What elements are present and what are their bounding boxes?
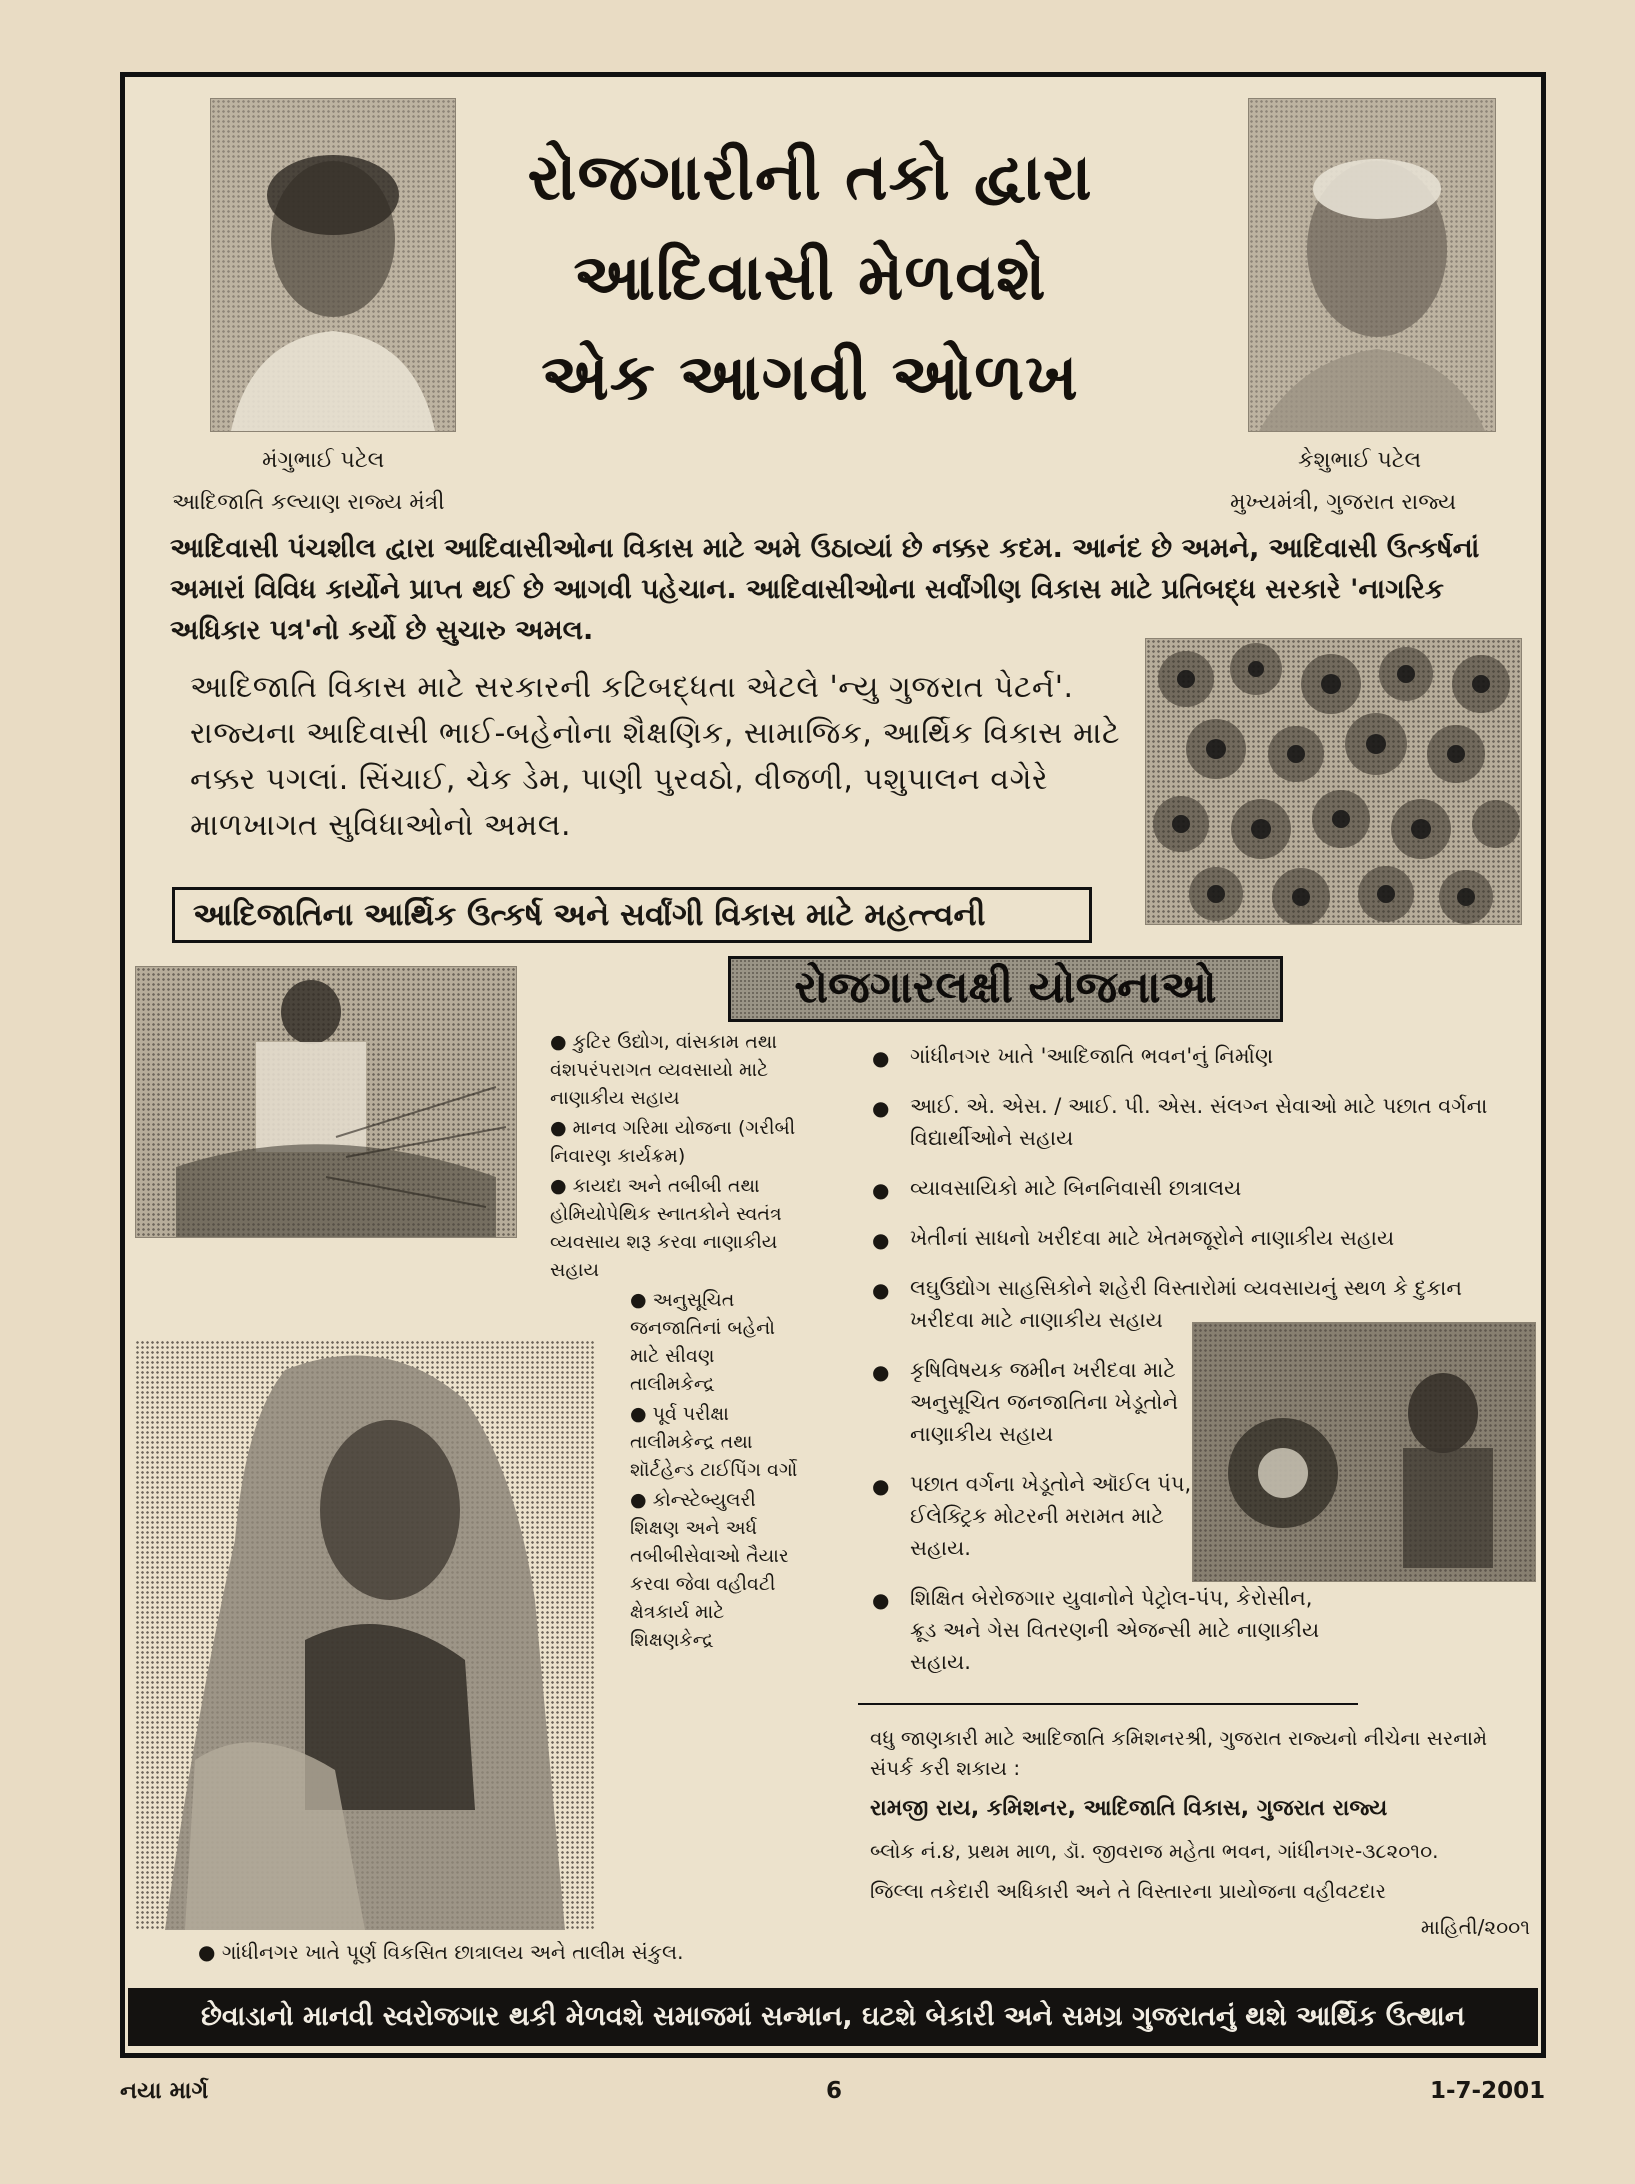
list-item [550, 1028, 805, 1112]
list-item [550, 1114, 805, 1170]
bullet-icon: ● [872, 1474, 890, 1498]
contact-divider [858, 1703, 1358, 1705]
list-item [870, 1582, 1340, 1678]
woman-portrait-photo [135, 1340, 595, 1930]
section-heading: આદિજાતિના આર્થિક ઉત્કર્ષ અને સર્વાંગી વિકાસ માટે મહત્ત્વની [172, 887, 1092, 943]
bullet-icon: ● [872, 1278, 890, 1302]
page-number: 6 [826, 2078, 843, 2104]
bullet-icon: ● [872, 1588, 890, 1612]
bullet-icon: ● [198, 1940, 216, 1964]
contact-name: રામજી રાય, કમિશનર, આદિજાતિ વિકાસ, ગુજરાત રાજ્ય [870, 1796, 1388, 1821]
bullet-icon: ● [872, 1096, 890, 1120]
list-item [870, 1172, 1490, 1204]
scheme-text: કાયદા અને તબીબી તથા હોમિયોપેથિક સ્નાતકોને સ્વતંત્ર વ્યવસાય શરૂ કરવા નાણાકીય સહાય [550, 1175, 782, 1281]
list-item [630, 1400, 805, 1484]
scheme-text: પછાત વર્ગના ખેડૂતોને ઑઈલ પંપ, ઈલેક્ટ્રિક મોટરની મરામત માટે સહાય. [910, 1472, 1192, 1560]
footer-slogan: છેવાડાનો માનવી સ્વરોજગાર થકી મેળવશે સમાજમાં સન્માન, ઘટશે બેકારી અને સમગ્ર ગુજરાતનું થશે આર્થિક ઉત્થાન [128, 1988, 1538, 2046]
left-person-name: મંગુભાઈ પટેલ [262, 448, 385, 473]
photo-caption-text: ગાંધીનગર ખાતે પૂર્ણ વિકસિત છાત્રાલય અને તાલીમ સંકુલ. [221, 1940, 684, 1964]
headline-line-1: રોજગારીની તકો દ્વારા [527, 140, 1093, 215]
list-item [870, 1222, 1490, 1254]
contact-address: બ્લોક નં.૪, પ્રથમ માળ, ડૉ. જીવરાજ મહેતા ભવન, ગાંધીનગર-૩૮૨૦૧૦. [870, 1839, 1439, 1863]
bullet-icon: ● [630, 1403, 647, 1425]
list-item [870, 1468, 1200, 1564]
right-person-title: મુખ્યમંત્રી, ગુજરાત રાજ્ય [1230, 490, 1457, 515]
schemes-banner: રોજગારલક્ષી યોજનાઓ [728, 956, 1283, 1022]
contact-block [870, 1723, 1530, 1945]
scheme-text: પૂર્વ પરીક્ષા તાલીમકેન્દ્ર તથા શૉર્ટહેન્ડ ટાઈપિંગ વર્ગો [630, 1403, 798, 1481]
contact-district: જિલ્લા તકેદારી અધિકારી અને તે વિસ્તારના પ્રાયોજના વહીવટદાર [870, 1879, 1386, 1903]
scheme-text: શિક્ષિત બેરોજગાર યુવાનોને પેટ્રોલ-પંપ, કેરોસીન, ક્રૂડ અને ગેસ વિતરણની એજન્સી માટે નાણાકીય સહાય. [910, 1586, 1320, 1674]
bullet-icon: ● [550, 1117, 567, 1139]
list-item [870, 1090, 1490, 1154]
intro-paragraph: આદિજાતિ વિકાસ માટે સરકારની કટિબદ્ધતા એટલે 'ન્યુ ગુજરાત પેટર્ન'. રાજ્યના આદિવાસી ભાઈ-બહેનોના શૈક્ષણિક, સામાજિક, આર્થિક વિકાસ માટે નક્કર પગલાં. સિંચાઈ, ચેક ડેમ, પાણી પુરવઠો, વીજળી, પશુપાલન વગેરે માળખાગત સુવિધાઓનો અમલ. [190, 670, 1120, 843]
clay-pots-photo [1145, 638, 1522, 925]
bullet-icon: ● [872, 1178, 890, 1202]
scheme-text: કૃષિવિષયક જમીન ખરીદવા માટે અનુસૂચિત જનજાતિના ખેડૂતોને નાણાકીય સહાય [910, 1358, 1179, 1446]
issue-date: 1-7-2001 [1430, 2078, 1546, 2104]
scheme-text: ખેતીનાં સાધનો ખરીદવા માટે ખેતમજૂરોને નાણાકીય સહાય [910, 1226, 1395, 1250]
contact-credit: માહિતી/૨૦૦૧ [1420, 1915, 1530, 1939]
basket-weaving-photo [135, 966, 517, 1238]
headline-line-2: આદિવાસી મેળવશે [573, 240, 1047, 315]
bullet-icon: ● [550, 1031, 567, 1053]
contact-intro: વધુ જાણકારી માટે આદિજાતિ કમિશનરશ્રી, ગુજરાત રાજ્યનો નીચેના સરનામે સંપર્ક કરી શકાય : [870, 1726, 1488, 1780]
bullet-icon: ● [630, 1289, 647, 1311]
scheme-text: ગાંધીનગર ખાતે 'આદિજાતિ ભવન'નું નિર્માણ [910, 1044, 1274, 1068]
photo-caption [198, 1940, 683, 1964]
right-person-name: કેશુભાઈ પટેલ [1298, 448, 1422, 473]
list-item [870, 1272, 1490, 1336]
list-item [630, 1286, 805, 1398]
intro-bold-paragraph: આદિવાસી પંચશીલ દ્વારા આદિવાસીઓના વિકાસ માટે અમે ઉઠાવ્યાં છે નક્કર કદમ. આનંદ છે અમને, આદિવાસી ઉત્કર્ષનાં અમારાં વિવિધ કાર્યોને પ્રાપ્ત થઈ છે આગવી પહેચાન. આદિવાસીઓના સર્વાંગીણ વિકાસ માટે પ્રતિબદ્ધ સરકારે 'નાગરિક અધિકાર પત્ર'નો કર્યો છે સુચારુ અમલ. [170, 533, 1480, 646]
headline-line-3: એક આગવી ઓળખ [541, 340, 1079, 415]
list-item [870, 1354, 1200, 1450]
scheme-text: વ્યાવસાયિકો માટે બિનનિવાસી છાત્રાલય [910, 1176, 1242, 1200]
bullet-icon: ● [550, 1175, 567, 1197]
list-item [630, 1486, 805, 1654]
bullet-icon: ● [872, 1046, 890, 1070]
list-item [870, 1040, 1490, 1072]
list-item [550, 1172, 805, 1284]
left-person-title: આદિજાતિ કલ્યાણ રાજ્ય મંત્રી [172, 490, 445, 515]
magazine-name: નયા માર્ગ [120, 2078, 209, 2104]
scheme-text: માનવ ગરિમા યોજના (ગરીબી નિવારણ કાર્યક્રમ) [550, 1117, 796, 1167]
scheme-text: લઘુઉદ્યોગ સાહસિકોને શહેરી વિસ્તારોમાં વ્યવસાયનું સ્થળ કે દુકાન ખરીદવા માટે નાણાકીય સહાય [910, 1276, 1462, 1332]
scheme-text: કોન્સ્ટેબ્યુલરી શિક્ષણ અને અર્ધ તબીબીસેવાઓ તૈયાર કરવા જેવા વહીવટી ક્ષેત્રકાર્ય માટે શિક્ષણકેન્દ્ર [630, 1489, 789, 1651]
portrait-left-photo [210, 98, 456, 432]
scheme-text: અનુસૂચિત જનજાતિનાં બહેનો માટે સીવણ તાલીમકેન્દ્ર [630, 1289, 776, 1395]
bullet-icon: ● [630, 1489, 647, 1511]
portrait-right-photo [1248, 98, 1496, 432]
bullet-icon: ● [872, 1360, 890, 1384]
scheme-text: આઈ. એ. એસ. / આઈ. પી. એસ. સંલગ્ન સેવાઓ માટે પછાત વર્ગના વિદ્યાર્થીઓને સહાય [910, 1094, 1488, 1150]
left-schemes-list [550, 1028, 805, 1656]
right-schemes-list [870, 1040, 1490, 1696]
scheme-text: કુટિર ઉદ્યોગ, વાંસકામ તથા વંશપરંપરાગત વ્યવસાયો માટે નાણાકીય સહાય [550, 1031, 778, 1109]
bullet-icon: ● [872, 1228, 890, 1252]
